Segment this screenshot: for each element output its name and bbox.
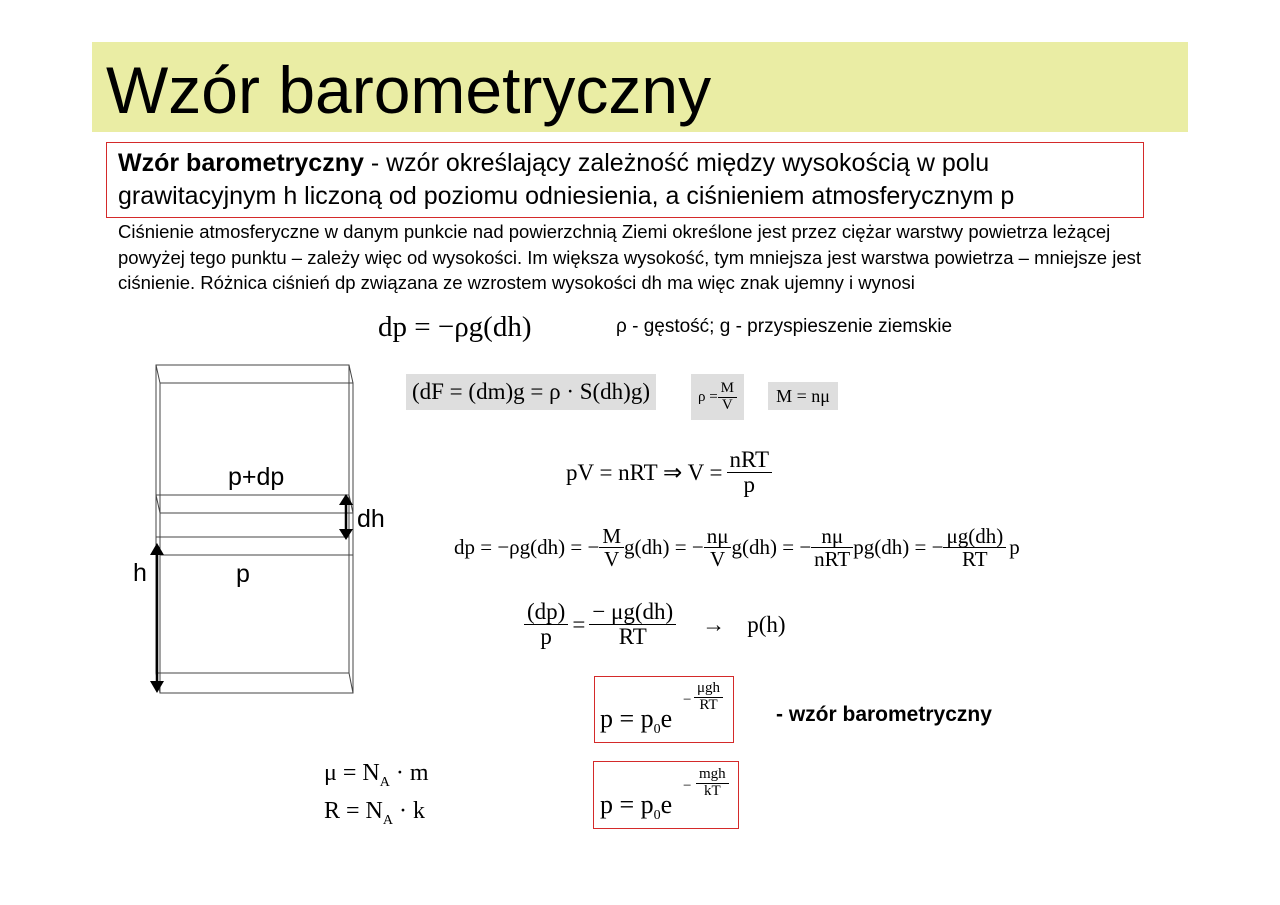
label-dh: dh	[357, 505, 385, 533]
sep-lhs-num: (dp)	[524, 600, 568, 625]
label-p: p	[236, 560, 250, 588]
sep-lhs	[524, 600, 568, 649]
chain-frac-4-den: RT	[962, 547, 988, 572]
equation-force: (dF = (dm)g = ρ · S(dh)g)	[406, 374, 656, 410]
equation-chain	[454, 525, 1020, 570]
sep-lhs-den: p	[540, 624, 552, 650]
column-back-face	[156, 365, 349, 673]
chain-frac-3-num: nμ	[811, 525, 853, 548]
definition-line2: grawitacyjnym h liczoną od poziomu odniesienia, a ciśnieniem atmosferycznym p	[118, 182, 1015, 210]
definition-line1: - wzór określający zależność między wysokością w polu	[363, 149, 990, 177]
chain-frac-3-den: nRT	[814, 547, 851, 572]
formula-1-exp-den: RT	[699, 696, 718, 713]
formula-1-label: - wzór barometryczny	[776, 703, 992, 726]
equation-molar-mass: M = nμ	[768, 382, 838, 410]
formula-2-exp-den: kT	[704, 782, 721, 799]
chain-frac-2-den: V	[710, 547, 726, 572]
relation-R-sub: A	[382, 812, 393, 828]
chain-frac-1-num: M	[599, 525, 624, 548]
h-arrow-icon	[150, 543, 164, 693]
density-num: M	[718, 381, 737, 398]
chain-frac-2	[704, 525, 732, 570]
chain-frac-1	[599, 525, 624, 570]
arrow-icon: →	[702, 611, 726, 637]
sep-rhs-den: RT	[618, 624, 647, 650]
formula-1-exp-minus: −	[683, 692, 692, 708]
relation-R-lhs: R = N	[324, 798, 383, 824]
sep-equals: =	[572, 611, 586, 637]
formula-1-e: e	[660, 704, 673, 733]
formula-2-sub: 0	[653, 808, 661, 824]
chain-frac-4-num: μg(dh)	[943, 525, 1006, 548]
formula-2-e: e	[660, 790, 673, 819]
formula-2	[600, 790, 672, 824]
definition-term: Wzór barometryczny	[118, 149, 364, 177]
formula-2-exp-num: mgh	[696, 767, 729, 784]
ideal-gas-fraction	[727, 448, 773, 497]
sep-rhs-num: − μg(dh)	[589, 600, 676, 625]
formula-1-base: p = p	[600, 704, 654, 733]
formula-2-exp-minus: −	[683, 778, 692, 794]
explanation-paragraph: Ciśnienie atmosferyczne w danym punkcie nad powierzchnią Ziemi określone jest przez ciężar warstwy powietrza leżącej powyżej tego punktu – zależy więc od wysokości. Im większa wysokość, tym mniejsza jest warstwa powietrza – mniejsze jest ciśnienie. Różnica ciśnień dp związana ze wzrostem wysokości dh ma więc znak ujemny i wynosi	[118, 221, 1142, 293]
definition-text	[118, 147, 1138, 213]
density-den: V	[721, 396, 733, 413]
sep-rhs	[589, 600, 676, 649]
air-column-diagram	[120, 355, 385, 705]
label-p-plus-dp: p+dp	[228, 463, 285, 491]
density-fraction	[718, 381, 737, 414]
label-h: h	[133, 559, 147, 587]
dh-arrow-icon	[339, 494, 353, 540]
slide-title: Wzór barometryczny	[106, 53, 712, 127]
formula-2-exponent	[696, 767, 729, 800]
relation-mu-sub: A	[379, 774, 390, 790]
formula-1-exponent	[694, 681, 723, 714]
equation-separation	[524, 600, 786, 649]
relation-mu	[324, 760, 429, 791]
relation-mu-lhs: μ = N	[324, 760, 380, 786]
equation-dp: dp = −ρg(dh)	[378, 311, 532, 343]
chain-frac-1-den: V	[604, 547, 620, 572]
chain-term-4: p	[1009, 535, 1020, 560]
ideal-gas-lhs: pV = nRT ⇒ V =	[566, 459, 723, 485]
chain-frac-3	[811, 525, 853, 570]
chain-term-2: g(dh) = −	[731, 535, 812, 560]
density-lhs: ρ =	[697, 388, 718, 405]
relation-R-rhs: · k	[393, 798, 425, 824]
formula-1-sub: 0	[653, 722, 661, 738]
chain-frac-4	[943, 525, 1006, 570]
chain-frac-2-num: nμ	[704, 525, 732, 548]
column-front-face	[160, 383, 353, 693]
ideal-gas-den: p	[743, 472, 756, 498]
chain-term-3: pg(dh) = −	[853, 535, 944, 560]
relation-R	[324, 798, 425, 829]
formula-2-base: p = p	[600, 790, 654, 819]
sep-result: p(h)	[747, 611, 786, 637]
relation-mu-rhs: · m	[389, 760, 429, 786]
equation-density	[691, 374, 744, 420]
chain-term-1: g(dh) = −	[624, 535, 704, 560]
equation-ideal-gas	[566, 448, 772, 497]
equation-dp-note: ρ - gęstość; g - przyspieszenie ziemskie	[616, 316, 953, 337]
formula-1-exp-num: μgh	[694, 681, 723, 698]
chain-term-0: dp = −ρg(dh) = −	[454, 535, 600, 560]
formula-1	[600, 704, 672, 738]
ideal-gas-num: nRT	[727, 448, 773, 473]
